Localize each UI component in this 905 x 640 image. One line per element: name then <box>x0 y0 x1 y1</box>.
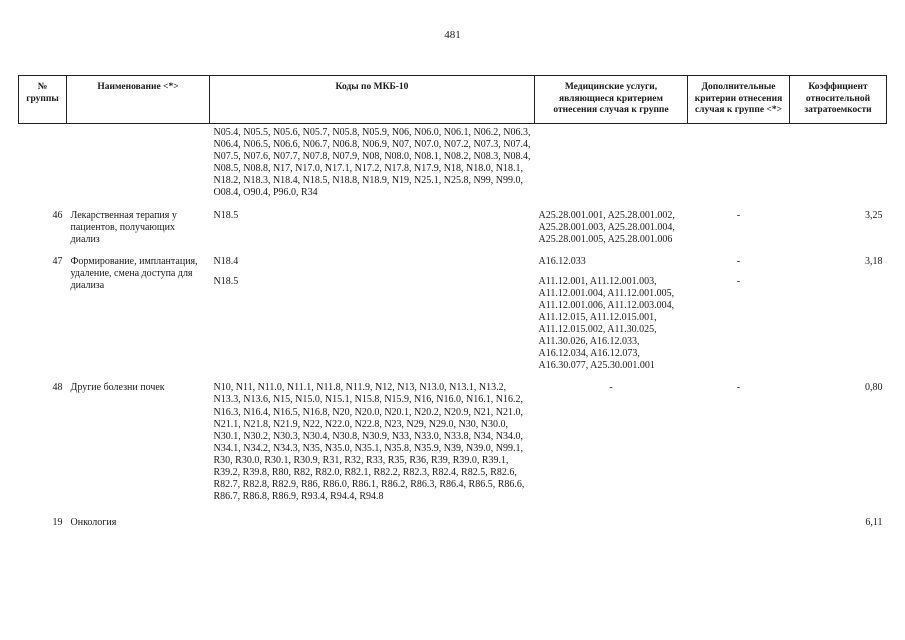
icd-codes: N05.4, N05.5, N05.6, N05.7, N05.8, N05.9, N06, N06.0, N06.1, N06.2, N06.3, N06.4, N06.5, N06.6, N06.7, N06.8, N06.9, N07, N07.0, N07.2, N07.3, N07.4, N07.5, N07.6, N07.7, N07.8, N07.9, N08, N08.0, N08.1, N08.2, N08.3, N08.4, N08.5, N08.8, N17, N17.0, N17.1, N17.2, N17.8, N17.9, N18, N18.0, N18.1, N18.2, N18.3, N18.4, N18.5, N18.8, N18.9, N19, N25.1, N25.8, N99, N99.0, O08.4, O90.4, P96.0, R34 <box>213 127 531 199</box>
table-row <box>19 210 887 256</box>
additional-criteria <box>688 124 790 202</box>
group-name <box>67 124 210 202</box>
icd-codes: N10, N11, N11.0, N11.1, N11.8, N11.9, N12, N13, N13.0, N13.1, N13.2, N13.3, N13.6, N15, N15.0, N15.1, N15.8, N15.9, N16, N16.0, N16.1, N16.2, N16.3, N16.4, N16.5, N16.8, N20, N20.0, N20.1, N20.2, N20.9, N21, N21.0, N21.1, N21.8, N21.9, N22, N22.0, N22.8, N23, N29, N29.0, N30, N30.0, N30.1, N30.2, N30.3, N30.4, N30.8, N30.9, N33, N33.0, N33.8, N34, N34.0, N34.1, N34.2, N34.3, N35, N35.0, N35.1, N35.8, N35.9, N39, N39.0, N99.1, R30, R30.0, R30.1, R30.9, R31, R32, R33, R35, R36, R39, R39.0, R39.1, R39.2, R39.8, R80, R82, R82.0, R82.1, R82.2, R82.3, R82.4, R82.5, R82.6, R82.7, R82.8, R82.9, R86, R86.0, R86.1, R86.2, R86.3, R86.4, R86.5, R86.6, R86.7, R86.8, R86.9, R93.4, R94.4, R94.8 <box>213 382 525 503</box>
coefficient: 0,80 <box>865 382 883 394</box>
coefficient: 3,18 <box>865 255 883 267</box>
group-number: 48 <box>52 382 63 394</box>
page-number: 481 <box>444 29 461 41</box>
header-name: Наименование <*> <box>67 76 210 124</box>
group-name: Другие болезни почек <box>70 382 165 394</box>
header-group-number: № группы <box>19 76 67 124</box>
group-number: 47 <box>52 255 63 267</box>
group-name: Онкология <box>70 517 117 529</box>
additional-criteria-alt: - <box>736 275 741 287</box>
icd-codes-alt: N18.5 <box>213 275 239 287</box>
table-row <box>19 517 887 529</box>
icd-codes: N18.5 <box>213 209 239 221</box>
icd-codes: N18.4 <box>213 255 239 267</box>
medical-services <box>535 124 688 202</box>
header-coefficient: Коэффициент относительной затратоемкости <box>790 76 887 124</box>
group-number: 46 <box>52 209 63 221</box>
group-number: 19 <box>52 517 63 529</box>
group-name: Лекарственная терапия у пациентов, получающих диализ <box>70 209 177 245</box>
additional-criteria: - <box>736 255 741 267</box>
header-icd-codes: Коды по МКБ-10 <box>210 76 535 124</box>
header-medical-services: Медицинские услуги, являющиеся критерием отнесения случая к группе <box>535 76 688 124</box>
medical-services-alt: A11.12.001, A11.12.001.003, A11.12.001.004, A11.12.001.005, A11.12.001.006, A11.12.003.004, A11.12.015, A11.12.015.001, A11.12.015.002, A11.30.025, A11.30.026, A16.12.033, A16.12.034, A16.12.073, A16.30.077, A25.30.001.001 <box>538 275 675 372</box>
table-row <box>19 382 887 503</box>
group-number <box>19 124 67 202</box>
icd-codes <box>210 517 535 529</box>
table-header-row <box>19 76 887 124</box>
coefficient: 3,25 <box>865 209 883 221</box>
medical-services: A25.28.001.001, A25.28.001.002, A25.28.001.003, A25.28.001.004, A25.28.001.005, A25.28.001.006 <box>538 209 675 245</box>
medical-services: - <box>609 382 613 394</box>
medical-services <box>535 517 688 529</box>
additional-criteria: - <box>736 209 741 221</box>
additional-criteria: - <box>736 382 741 394</box>
group-name: Формирование, имплантация, удаление, смена доступа для диализа <box>70 255 198 291</box>
header-additional-criteria: Дополнительные критерии отнесения случая к группе <*> <box>688 76 790 124</box>
coefficient: 6,11 <box>865 517 883 529</box>
coefficient <box>790 124 887 202</box>
table-row <box>19 124 887 202</box>
table-row <box>19 256 887 373</box>
medical-services: A16.12.033 <box>538 255 586 267</box>
ksg-table <box>18 75 887 529</box>
additional-criteria <box>688 517 790 529</box>
